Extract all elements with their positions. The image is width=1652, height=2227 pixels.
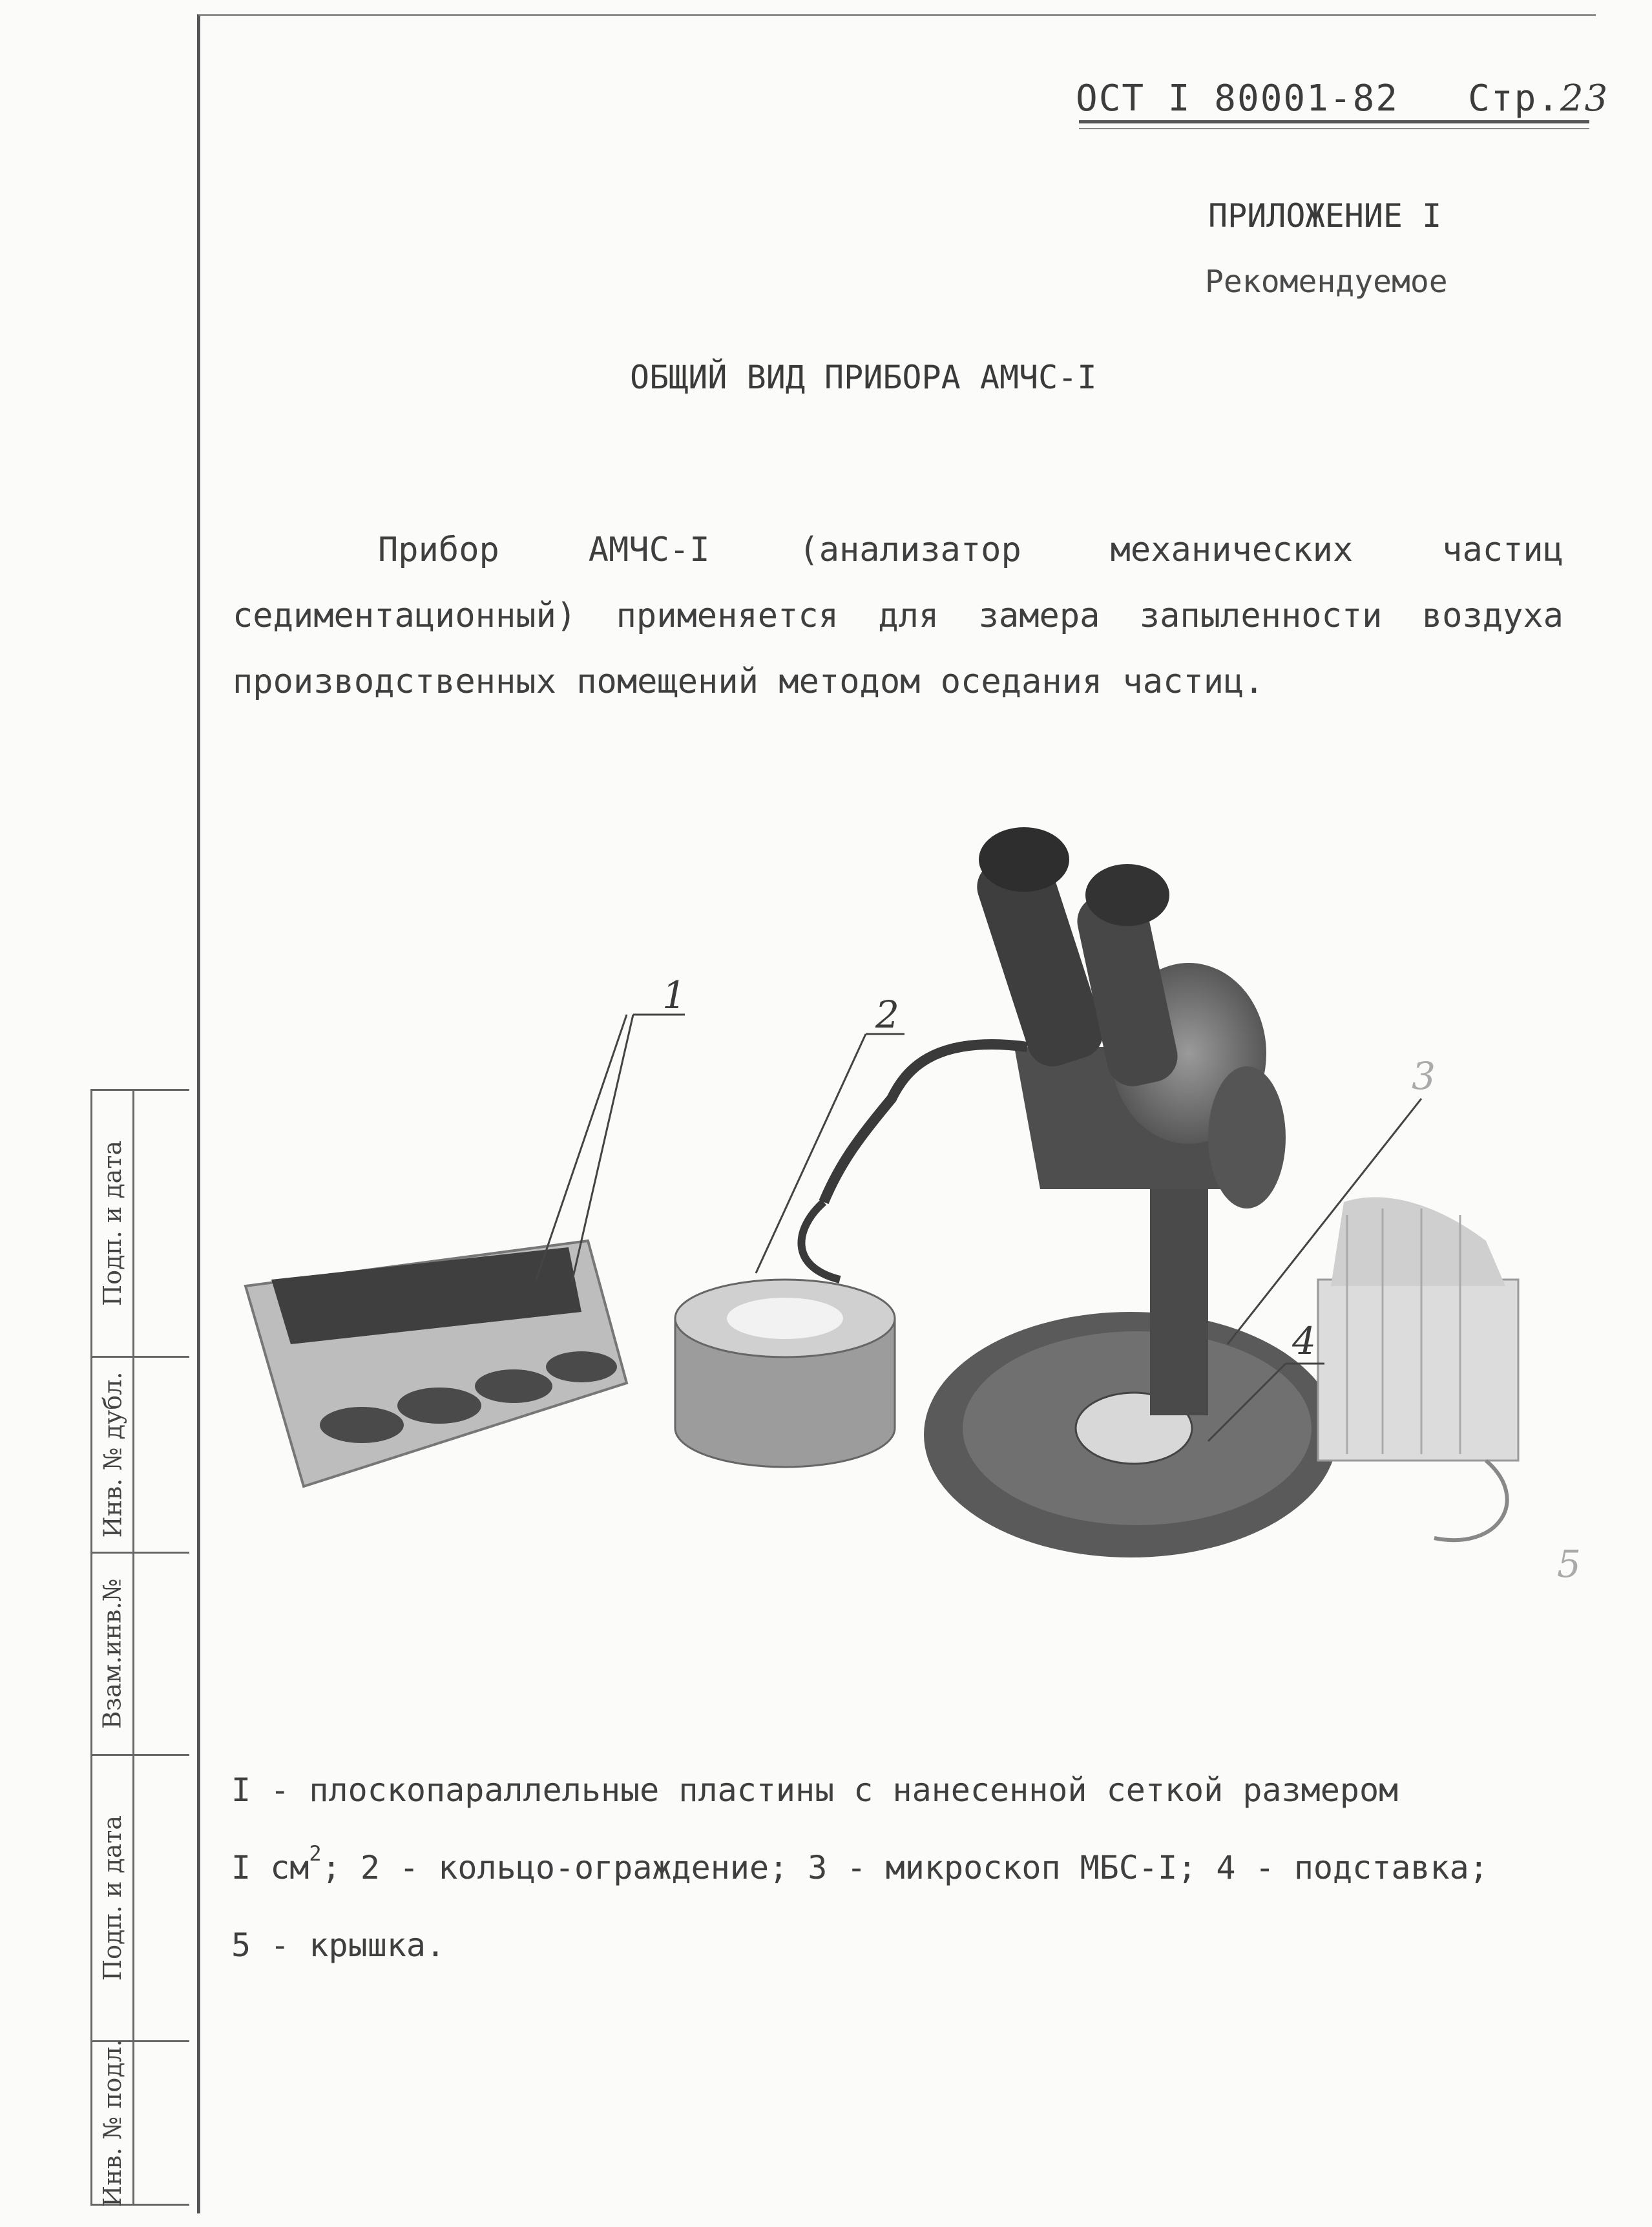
callout-label-2: 2 [875,993,899,1037]
appendix-title: ПРИЛОЖЕНИЕ I [1208,197,1442,235]
page-label: Стр. [1468,78,1561,120]
plates-case [246,1241,627,1486]
header-rule-thin [1079,128,1589,129]
stamp-cell-sign-date-1: Подп. и дата [92,1091,134,1356]
stamp-cell-original-inv: Инв. № подл. [92,2042,134,2204]
caption-line-1: I - плоскопараллельные пластины с нанесенной сеткой размером [231,1771,1399,1809]
ring-guard [675,1280,895,1467]
side-stamp [90,1089,189,2206]
stamp-cell-dup-inv: Инв. № дубл. [92,1358,134,1552]
callout-label-1: 1 [662,973,686,1017]
figure-caption [231,1751,1582,1984]
caption-superscript: 2 [309,1841,322,1866]
page-title: ОБЩИЙ ВИД ПРИБОРА АМЧС-I [630,359,1097,396]
stamp-cell-sign-date-2: Подп. и дата [92,1756,134,2040]
callout-label-5: 5 [1557,1542,1581,1586]
document-header [1076,78,1609,120]
description-paragraph: Прибор АМЧС-I (анализатор механических частиц седиментационный) применяется для замера запыленности воздуха производственных помещений методом оседания частиц. [233,531,1563,701]
standard-number: ОСТ I 80001-82 [1076,78,1399,120]
caption-line-2-rest: ; 2 - кольцо-ограждение; 3 - микроскоп МБС-I; 4 - подставка; [321,1849,1489,1886]
callout-label-4: 4 [1292,1319,1316,1363]
appendix-subtitle: Рекомендуемое [1205,264,1448,300]
device-photo [220,776,1589,1648]
lid [1318,1198,1518,1541]
header-rule [1079,120,1589,123]
microscope [801,827,1337,1557]
caption-line-3: 5 - крышка. [231,1926,446,1964]
caption-line-2 [231,1829,1582,1906]
page-number: 23 [1560,78,1609,120]
stamp-cell-replacement-inv: Взам.инв.№ [92,1554,134,1754]
caption-unit: I см [231,1849,309,1886]
callout-label-3: 3 [1412,1054,1436,1098]
